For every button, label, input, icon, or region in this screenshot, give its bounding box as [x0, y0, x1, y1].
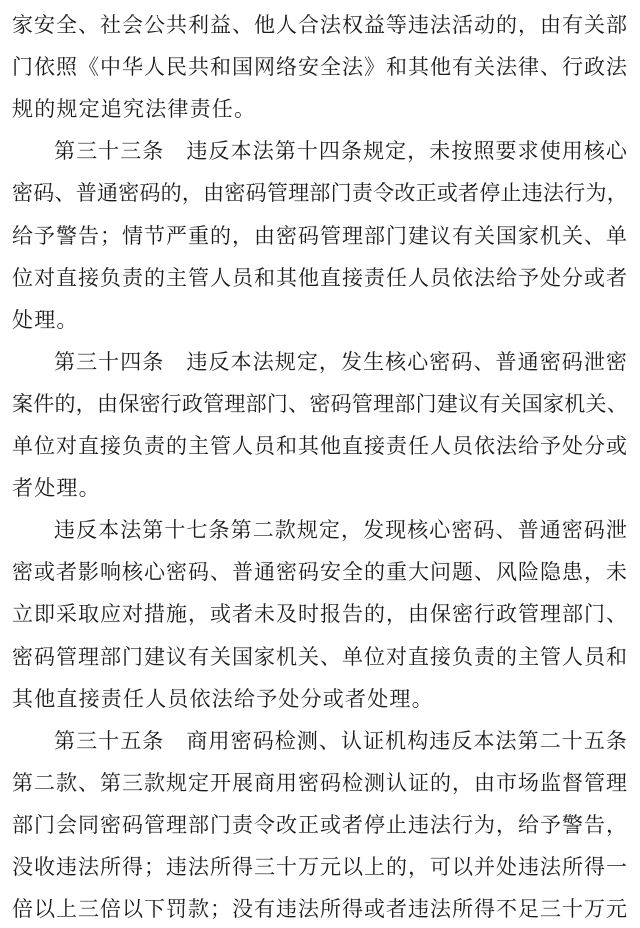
text-line: 密码管理部门建议有关国家机关、单位对直接负责的主管人员和: [12, 645, 628, 669]
text-line: 第二款、第三款规定开展商用密码检测认证的，由市场监督管理: [12, 771, 628, 795]
article-heading-line: 第三十三条 违反本法第十四条规定，未按照要求使用核心: [54, 139, 628, 163]
text-line: 处理。: [12, 308, 79, 332]
text-line: 密或者影响核心密码、普通密码安全的重大问题、风险隐患，未: [12, 560, 628, 584]
text-line: 门依照《中华人民共和国网络安全法》和其他有关法律、行政法: [12, 55, 628, 79]
text-line: 者处理。: [12, 476, 101, 500]
text-line: 倍以上三倍以下罚款；没有违法所得或者违法所得不足三十万元: [12, 897, 628, 921]
text-line: 给予警告；情节严重的，由密码管理部门建议有关国家机关、单: [12, 224, 628, 248]
text-line: 位对直接负责的主管人员和其他直接责任人员依法给予处分或者: [12, 266, 628, 290]
text-line: 家安全、社会公共利益、他人合法权益等违法活动的，由有关部: [12, 13, 628, 37]
article-heading-line: 第三十五条 商用密码检测、认证机构违反本法第二十五条: [54, 729, 628, 753]
text-line: 部门会同密码管理部门责令改正或者停止违法行为，给予警告，: [12, 813, 628, 837]
text-line: 密码、普通密码的，由密码管理部门责令改正或者停止违法行为，: [12, 181, 628, 205]
text-line: 没收违法所得；违法所得三十万元以上的，可以并处违法所得一: [12, 855, 628, 879]
text-line: 立即采取应对措施，或者未及时报告的，由保密行政管理部门、: [12, 602, 628, 626]
text-line: 单位对直接负责的主管人员和其他直接责任人员依法给予处分或: [12, 434, 628, 458]
text-line: 规的规定追究法律责任。: [12, 97, 257, 121]
text-line: 案件的，由保密行政管理部门、密码管理部门建议有关国家机关、: [12, 392, 628, 416]
paragraph-start-line: 违反本法第十七条第二款规定，发现核心密码、普通密码泄: [54, 518, 628, 542]
article-heading-line: 第三十四条 违反本法规定，发生核心密码、普通密码泄密: [54, 350, 628, 374]
text-line: 其他直接责任人员依法给予处分或者处理。: [12, 687, 434, 711]
